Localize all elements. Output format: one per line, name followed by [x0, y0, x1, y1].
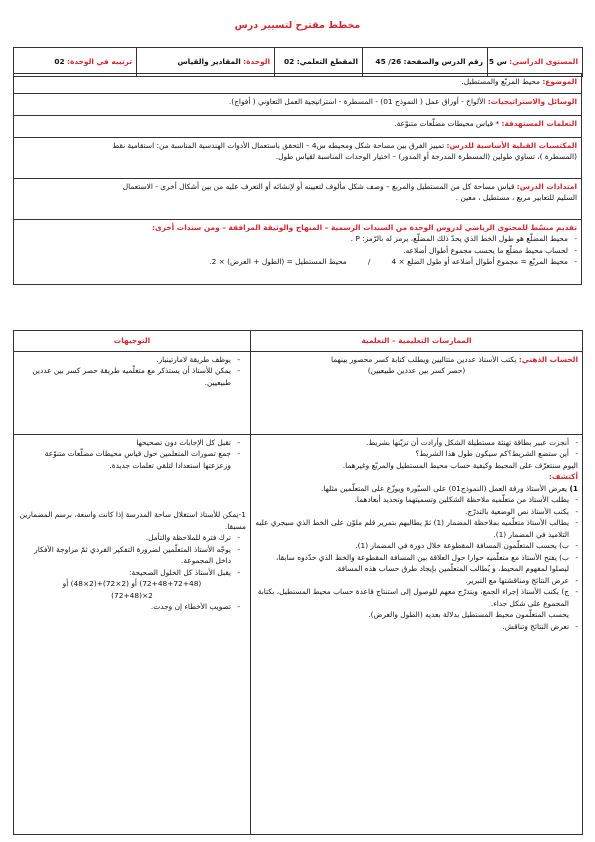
segment-cell: المقطع التعلمي: 02	[275, 48, 363, 77]
guidance-column-header: التوجيهات	[14, 331, 251, 352]
overview-list	[18, 233, 577, 267]
step-item: - ب) يفتح الأستاذ مع متعلّميه حوارا حول العلاقة بين المسافة المقطوعة والخط الذي حدّدوه سابقا، ليصلوا لمفهوم المحيط، و يُطالب المتعلّمين بإيجاد طرق حساب هذه المسافة.	[255, 552, 578, 575]
today-text: اليوم سنتعرّف على المحيط وكيفية حساب محيط المستطيل والمربّع وغيرهما.	[342, 460, 578, 470]
solution-line: 2×(72+48)	[111, 590, 153, 600]
overview-item: - لحساب محيط مضلّع ما يحسب مجموع أطوال أضلاعه.	[18, 245, 577, 256]
step-item: - تعرض النتائج وتناقش.	[255, 621, 578, 632]
mental-math-cell: الحساب الذهني: يكتب الأستاذ عددين متتاليين ويطلب كتابة كسر محصور بينهما (حصر كسر بين عددين طبيعيين)	[251, 352, 583, 435]
step-item: - يطالب الأستاذ متعلّميه بملاحظة المضمار (1) ثمّ يطالبهم بتمرير قلم ملوّن على الخط الذي سيجري عليه التلاميذ في المضمار (1).	[255, 517, 578, 540]
guidance-item: - يمكن للأستاذ أن يستذكر مع متعلّميه طريقة حصر كسر بين عددين طبيعيين.	[18, 365, 240, 388]
order-cell: ترتيبه في الوحدة: 02	[14, 48, 137, 77]
materials-row: الوسائل والاستراتيجيات: الألواح - أوراق عمل ( النموذج 01) - المسطرة - استراتيجية العمل التعاوني ( أفواج).	[14, 94, 582, 116]
intro-item: - أين ستضع الشريط؟كم سيكون طول هذا الشريط؟	[255, 448, 578, 459]
unit-cell: الوحدة: المقادير والقياس	[137, 48, 275, 77]
overview-item: - محيط المضلّع هو طول الخط الذي يحدّ ذلك المضلّع، يرمز له بالرّمز: P .	[18, 233, 577, 244]
topic-row: الموضوع: محيط المربّع والمستطيل.	[14, 74, 582, 94]
level-cell: المستوى الدراسي: س 5	[488, 48, 583, 77]
guidance-item: - تصويب الأخطاء إن وجدت.	[18, 601, 240, 612]
page-title: مخطط مقترح لتسيير درس	[234, 20, 361, 31]
activities-table	[13, 330, 583, 835]
prereq-row: المكتسبات القبلية الأساسية للدرس: تمييز الفرق بين مساحة شكل ومحيطه س4 – التحقق باستعمال الأدوات الهندسية المناسبة من: استقامية نقط (المسطرة )، تساوي طولين (المسطرة المدرجة أو المدور) – اختيار الوحدات المناسبة لقياس طول.	[14, 138, 582, 179]
step-item: - ب) يحسب المتعلّمون المسافة المقطوعة خلال دورة في المضمار (1).	[255, 540, 578, 551]
discover-heading: أكتشف:	[548, 472, 578, 482]
lesson-number-cell: رقم الدرس والصفحة: 26/ 45	[363, 48, 488, 77]
step-item: - يطلب الأستاذ من متعلّميه ملاحظة الشكلين وتسميتهما وتحديد أبعادهما.	[255, 494, 578, 505]
guidance-item: - جمع تصورات المتعلمين حول قياس محيطات مضلّعات متنوّعة وزعزعتها استعدادا لتلقي تعلمات جديدة.	[18, 448, 240, 471]
targets-row: التعلمات المستهدفة: * قياس محيطات مضلّعات متنوّعة.	[14, 116, 582, 138]
guidance-item: - يقبل الأستاذ كل الحلول الصحيحة:	[18, 567, 240, 578]
step-item: - عرض النتائج ومناقشتها مع التبرير.	[255, 575, 578, 586]
activity-cell: - أنجزت عبير بطاقة تهنئة مستطيلة الشكل وأرادت أن تزيّنها بشريط. - أين ستضع الشريط؟كم سيكون طول هذا الشريط؟ اليوم سنتعرّف على المحيط وكيفية حساب محيط المستطيل والمربّع وغيرهما. أكتشف: 1) يعرض الأستاذ ورقة العمل (النموذج01) على السبّورة ويوزّع على المتعلّمين مثلها. - يطلب الأستاذ من متعلّميه ملاحظة الشكلين وتسميتهما وتحديد أبعادهما. - يكتب الأستاذ نص الوضعية بالتدرّج. - يطالب الأستاذ متعلّميه بملاحظة المضمار (1) ثمّ يطالبهم بتمرير قلم ملوّن على الخط الذي سيجري عليه التلاميذ في المضمار (1). - ب) يحسب المتعلّمون المسافة المقطوعة خلال دورة في المضمار (1). - ب) يفتح الأستاذ مع متعلّميه حوارا حول العلاقة بين المسافة المقطوعة والخط الذي حدّدوه سابقا، ليصلوا لمفهوم المحيط، و يُطالب المتعلّمين بإيجاد طرق حساب هذه المسافة. - عرض النتائج ومناقشتها مع التبرير. - ج) يكتب الأستاذ إجراء الجمع، ويتدرّج معهم للوصول إلى استنتاج قاعدة حساب محيط المستطيل، بكتابة المجموع على شكل جداء. يحسب المتعلّمون محيط المستطيل بدلالة بعديه (الطول والعرض). - تعرض النتائج وتناقش.	[251, 435, 583, 835]
info-table	[13, 73, 582, 285]
guidance-item: - ترك فترة للملاحظة والتأمل.	[18, 532, 240, 543]
solution-line: (72+48+72+48) أو (2×72)+(2×48) أو	[62, 579, 202, 589]
step-item: - يكتب الأستاذ نص الوضعية بالتدرّج.	[255, 506, 578, 517]
guidance-item: - يوظف طريقة لامارتينيار.	[18, 354, 240, 365]
overview-formulas: - محيط المربّع = مجموع أطوال أضلاعه أو طول الضلع × 4 / محيط المستطيل = (الطول + العرض) × 2.	[18, 256, 577, 267]
step-item: - ج) يكتب الأستاذ إجراء الجمع، ويتدرّج معهم للوصول إلى استنتاج قاعدة حساب محيط المستطيل، بكتابة المجموع على شكل جداء.	[255, 586, 578, 609]
practices-column-header: الممارسات التعليمية – التعلمية	[251, 331, 583, 352]
extensions-row: امتدادات الدرس: قياس مساحة كل من المستطيل والمربع – وصف شكل مألوف لتعيينه أو لإنشائه أو التعرف عليه من بين أشكال أخرى - الاستعمال السليم للتعابير مربع ، مستطيل ، معين .	[14, 179, 582, 220]
guidance-item: - تقبل كل الإجابات دون تصحيحها	[18, 437, 240, 448]
guidance-item: - يوجّه الأستاذ المتعلّمين لضرورة التفكير الفردي ثمّ مزاوجة الأفكار داخل المجموعة.	[18, 544, 240, 567]
step-1: 1) يعرض الأستاذ ورقة العمل (النموذج01) على السبّورة ويوزّع على المتعلّمين مثلها.	[321, 483, 578, 493]
overview-row: تقديم مبسّط للمحتوى الرياضي لدروس الوحدة من السندات الرسمية – المنهاج والوثيقة المرافقة – ومن سندات أخرى: - محيط المضلّع هو طول الخط الذي يحدّ ذلك المضلّع، يرمز له بالرّمز: P . - لحساب محيط مضلّع ما يحسب مجموع أطوال أضلاعه. - محيط المربّع = مجموع أطوال أضلاعه أو طول الضلع × 4 / محيط المستطيل = (الطول + العرض) × 2.	[14, 220, 582, 285]
mental-guidance-cell	[14, 352, 251, 435]
activity-guidance-cell: - تقبل كل الإجابات دون تصحيحها - جمع تصورات المتعلمين حول قياس محيطات مضلّعات متنوّعة وزعزعتها استعدادا لتلقي تعلمات جديدة. 1-يمكن للأستاذ استغلال ساحة المدرسة إذا كانت واسعة، برسم المضمارين مسبقا. - ترك فترة للملاحظة والتأمل. - يوجّه الأستاذ المتعلّمين لضرورة التفكير الفردي ثمّ مزاوجة الأفكار داخل المجموعة. - يقبل الأستاذ كل الحلول الصحيحة: (72+48+72+48) أو (2×72)+(2×48) أو 2×(72+48) - تصويب الأخطاء إن وجدت.	[14, 435, 251, 835]
intro-item: - أنجزت عبير بطاقة تهنئة مستطيلة الشكل وأرادت أن تزيّنها بشريط.	[255, 437, 578, 448]
